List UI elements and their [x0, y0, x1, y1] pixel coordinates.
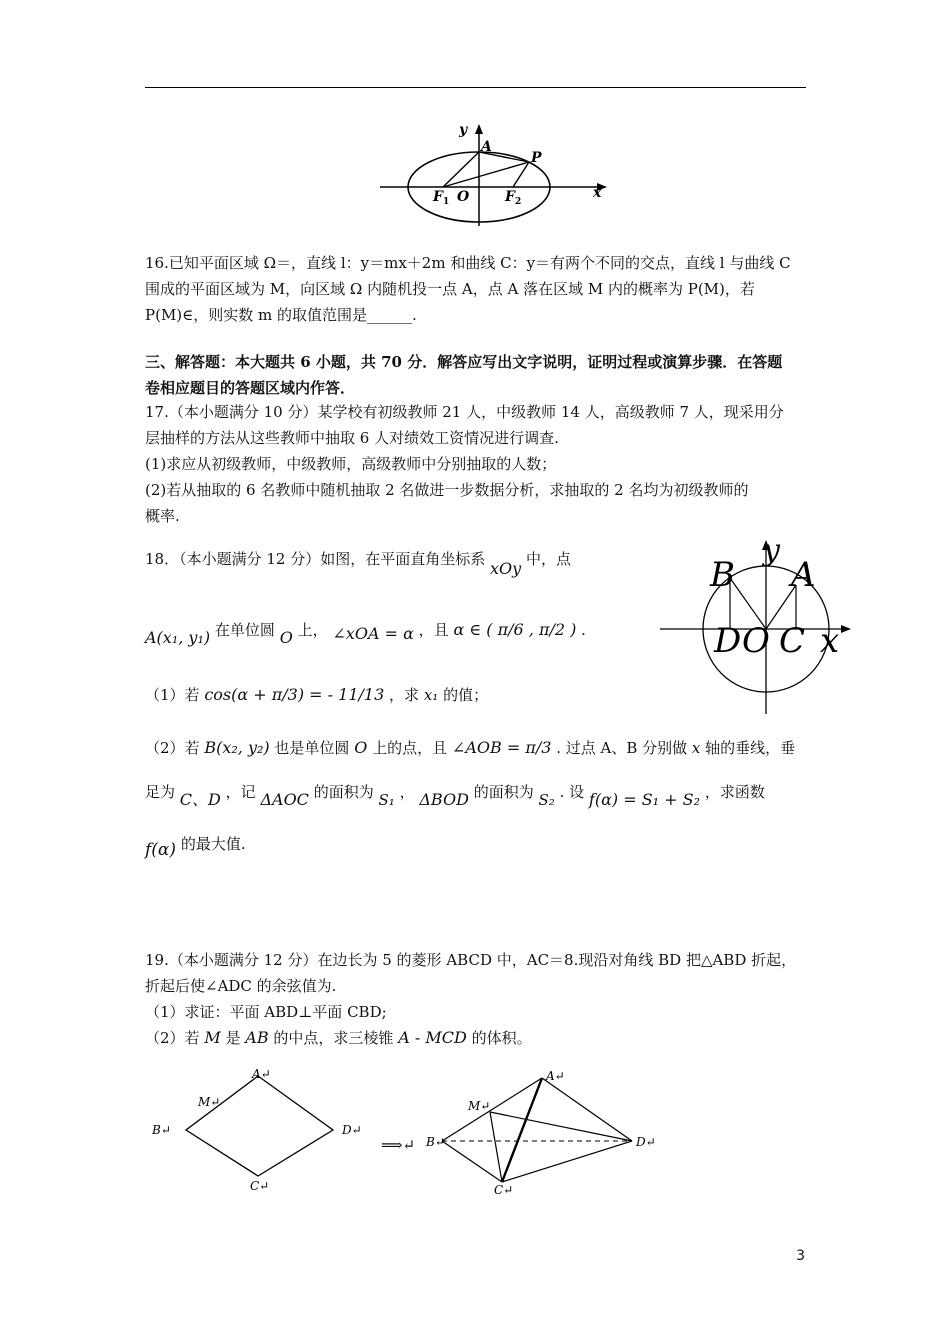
q17-line-1: 17.（本小题满分 10 分）某学校有初级教师 21 人，中级教师 14 人，高级教师 7 人，现采用分	[145, 403, 784, 421]
q19-l4-M: M	[204, 1028, 221, 1047]
rhombus-label-B: B↵	[152, 1123, 171, 1137]
q18-p2-point-B: B(x₂, y₂)	[204, 738, 270, 757]
q18-p2-b: 也是单位圆	[274, 739, 350, 757]
rhombus-label-C: C↵	[250, 1179, 270, 1193]
q18-l3-d: ，	[399, 783, 415, 801]
q18-l3-AOC: ΔAOC	[260, 790, 309, 809]
section-3-heading	[145, 349, 807, 401]
q18-p1-end: 的值；	[443, 686, 489, 704]
fold-arrow: ⟹↵	[381, 1136, 416, 1154]
q18-l3-a: 足为	[145, 783, 176, 801]
ellipse-label-F2: F	[505, 189, 515, 205]
q18-l4-end: 的最大值.	[180, 835, 246, 853]
ellipse-label-x: x	[593, 185, 602, 201]
rhombus-figure	[148, 1064, 378, 1199]
q18-p2-d: . 过点 A、B 分别做	[556, 739, 688, 757]
pyramid-label-A: A↵	[546, 1069, 565, 1083]
pyramid-label-D: D↵	[636, 1135, 656, 1149]
q19-l4-d: 的体积。	[471, 1029, 532, 1047]
q18-part-2-line-2	[145, 777, 810, 807]
q18-l3-S1: S₁	[378, 791, 395, 809]
circle-label-x: x	[820, 621, 840, 661]
q19-line-1: 19.（本小题满分 12 分）在边长为 5 的菱形 ABCD 中，AC＝8.现沿对角线 BD 把△ABD 折起，	[145, 951, 797, 969]
q18-p1-tail: ，求	[389, 686, 420, 704]
q19-line-3: （1）求证：平面 ABD⊥平面 CBD;	[145, 1003, 387, 1021]
q19-line-2: 折起后使∠ADC 的余弦值为.	[145, 977, 337, 995]
ellipse-label-O: O	[457, 189, 470, 205]
ellipse-label-A: A	[481, 139, 492, 155]
q18-p2-angle-AOB: ∠AOB = π/3	[451, 738, 552, 757]
q18-line-2	[145, 614, 645, 646]
q18-p2-x: x	[691, 739, 701, 757]
circle-label-O: O	[742, 621, 770, 661]
q18-circle-O: O	[279, 628, 293, 647]
q19-l4-a: （2）若	[145, 1029, 200, 1047]
q18-point-A: A(x₁, y₁)	[145, 628, 211, 647]
circle-label-y: y	[763, 536, 780, 568]
ellipse-label-P: P	[531, 150, 542, 166]
q18-l3-g: ，求函数	[704, 783, 765, 801]
pyramid-figure	[422, 1066, 672, 1201]
q18-xoy: xOy	[490, 559, 522, 578]
q17-line-3: (1)求应从初级教师，中级教师，高级教师中分别抽取的人数；	[145, 455, 557, 473]
q18-p1-label: （1）若	[145, 686, 200, 704]
q17-line-4: (2)若从抽取的 6 名教师中随机抽取 2 名做进一步数据分析，求抽取的 2 名均为初级教师的	[145, 481, 749, 499]
rhombus-label-M: M↵	[198, 1095, 221, 1109]
q19-line-4	[145, 1025, 807, 1051]
circle-label-B: B	[710, 555, 735, 595]
q18-part-1	[145, 684, 665, 705]
ellipse-label-F1: F	[433, 189, 443, 205]
q18-heading: 18．（本小题满分 12 分）如图，在平面直角坐标系	[145, 550, 486, 568]
q17-line-2: 层抽样的方法从这些教师中抽取 6 人对绩效工资情况进行调查.	[145, 429, 559, 447]
q18-p2-e: 轴的垂线，垂	[705, 739, 796, 757]
q18-l3-c: 的面积为	[313, 783, 374, 801]
q18-p2-c: 上的点，且	[372, 739, 448, 757]
q18-p1-x1: x₁	[423, 686, 439, 704]
question-16	[145, 250, 807, 328]
q18-l4-function: f(α)	[145, 840, 177, 860]
q18-and: ，且	[418, 621, 449, 639]
pyramid-label-M: M↵	[468, 1099, 491, 1113]
q19-l4-b: 是	[225, 1029, 241, 1047]
q18-angle-xOA: ∠xOA = α	[332, 624, 414, 643]
q19-l4-c: 的中点，求三棱锥	[273, 1029, 394, 1047]
pyramid-label-B: B↵	[426, 1135, 445, 1149]
circle-label-A: A	[791, 555, 816, 595]
q18-line-1	[145, 548, 645, 578]
q18-p1-expression: cos(α + π/3) = - 11/13	[204, 685, 385, 704]
section3-line-1: 三、解答题：本大题共 6 小题，共 70 分．解答应写出文字说明，证明过程或演算步骤．在答题	[145, 353, 783, 371]
ellipse-label-F1-sub: 1	[443, 197, 450, 207]
q18-l3-e: 的面积为	[473, 783, 534, 801]
ellipse-label-F2-sub: 2	[515, 197, 522, 207]
circle-label-D: D	[714, 621, 742, 661]
section3-line-2: 卷相应题目的答题区域内作答．	[145, 379, 356, 397]
q18-p2-O: O	[354, 738, 368, 757]
unit-circle-figure	[658, 536, 858, 716]
ellipse-figure	[375, 118, 615, 228]
question-17	[145, 399, 807, 529]
q16-line-2: 围成的平面区域为 M，向区域 Ω 内随机投一点 A，点 A 落在区域 M 内的概率为 P(M)，若	[145, 280, 755, 298]
q18-on-circle: 在单位圆	[214, 621, 275, 639]
circle-label-C: C	[779, 621, 806, 661]
page-number: 3	[796, 1248, 805, 1264]
q18-l3-b: ，记	[225, 783, 256, 801]
question-19	[145, 947, 807, 1051]
q16-line-1: 16.已知平面区域 Ω＝，直线 l：y＝mx＋2m 和曲线 C：y＝有两个不同的交点，直线 l 与曲线 C	[145, 254, 791, 272]
q18-alpha-range: α ∈ ( π/6 , π/2 )	[453, 620, 577, 639]
q18-heading-end: 中，点	[525, 550, 571, 568]
q18-l3-BOD: ΔBOD	[419, 790, 469, 809]
q19-l4-pyramid: A - MCD	[398, 1028, 467, 1047]
rhombus-label-D: D↵	[342, 1123, 362, 1137]
rhombus-label-A: A↵	[252, 1067, 271, 1081]
q18-on-end: 上，	[297, 621, 328, 639]
q16-line-3: P(M)∈，则实数 m 的取值范围是______.	[145, 306, 417, 324]
q17-line-5: 概率.	[145, 507, 180, 525]
q19-l4-AB: AB	[245, 1028, 269, 1047]
q18-p2-a: （2）若	[145, 739, 200, 757]
q18-l3-f: . 设	[559, 783, 585, 801]
pyramid-label-C: C↵	[494, 1183, 514, 1197]
header-rule	[145, 87, 806, 88]
q18-part-2-line-1	[145, 737, 810, 758]
q18-range-end: .	[581, 621, 586, 639]
q18-l3-S2: S₂	[538, 791, 555, 809]
q18-l3-CD: C、D	[179, 790, 221, 809]
q18-l3-function: f(α) = S₁ + S₂	[588, 790, 701, 809]
q18-part-2-line-3	[145, 829, 545, 859]
ellipse-label-y: y	[459, 122, 468, 138]
